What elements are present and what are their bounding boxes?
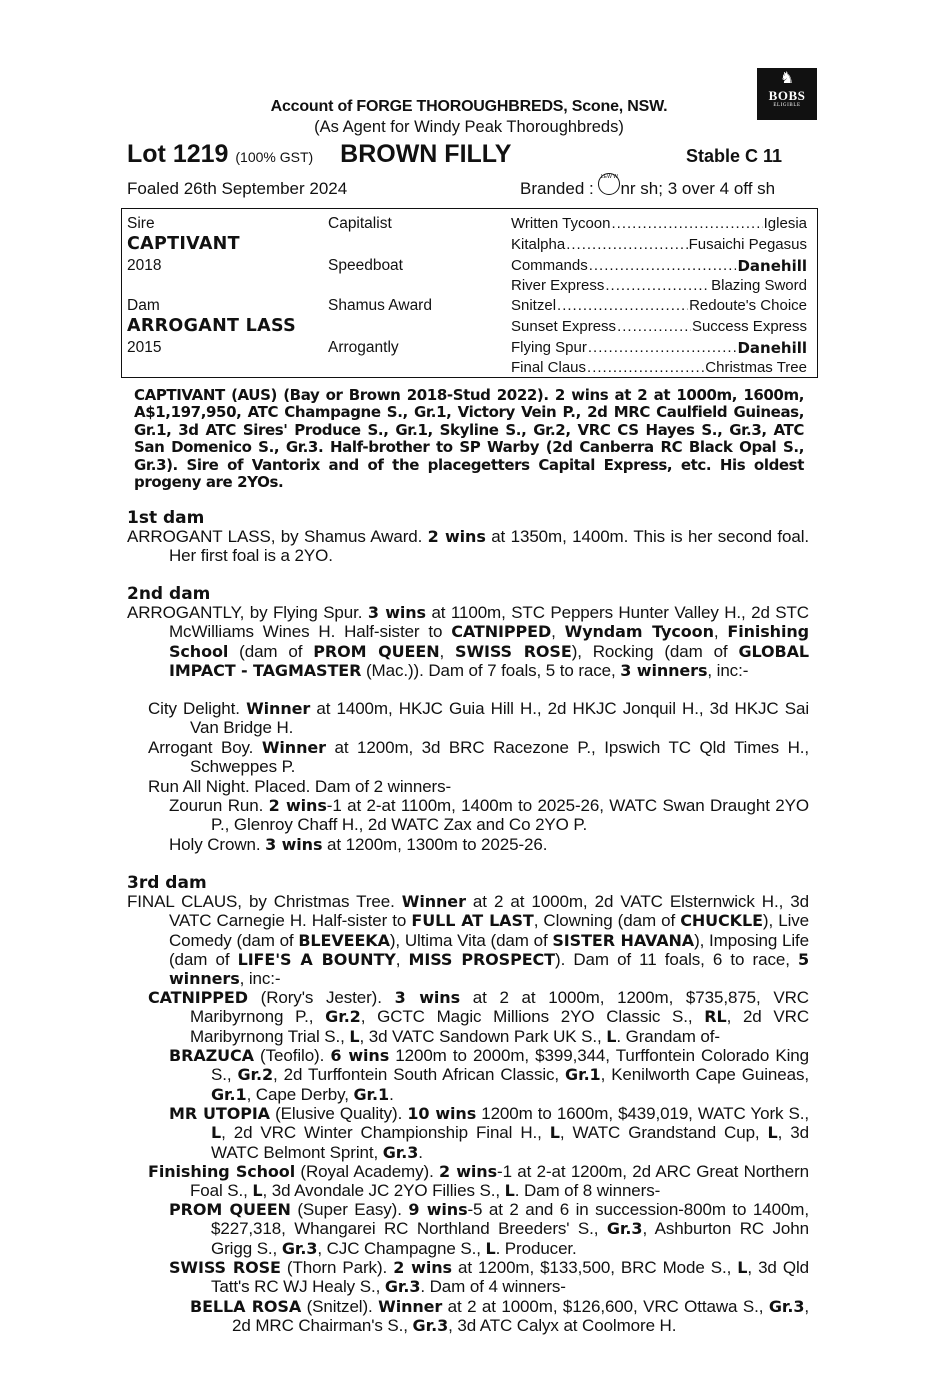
leader-dots [605,277,710,294]
progeny-entry: BELLA ROSA (Snitzel). Winner at 2 at 1000m, $126,600, VRC Ottawa S., Gr.3, 2d MRC Chairman's S., Gr.3, 3d ATC Calyx at Coolmore H. [190,1297,809,1336]
leader-dots [617,318,691,335]
progeny-entry: Run All Night. Placed. Dam of 2 winners- [148,777,452,796]
grandparent-row [511,215,807,232]
dam-year: 2015 [127,339,162,356]
section-heading: 2nd dam [127,584,211,604]
lot-number: Lot 1219 [127,140,229,168]
branded-label: Branded : [520,179,594,198]
section-heading: 1st dam [127,508,205,528]
leader-dots [587,359,704,376]
grandparent-row [511,257,807,275]
grandparent-row [511,236,807,253]
sire-label: Sire [127,215,155,232]
grandparent-left: Final Claus [511,359,587,376]
horse-icon: ♞ [779,70,795,87]
sire-sire: Capitalist [328,215,392,232]
lot-sex: BROWN FILLY [340,140,512,168]
gst-note: (100% GST) [235,149,314,165]
agent-line: (As Agent for Windy Peak Thoroughbreds) [314,118,624,136]
dam-entry: FINAL CLAUS, by Christmas Tree. Winner at 2 at 1000m, 2d VATC Elsternwick H., 3d VATC Carnegie H. Half-sister to FULL AT LAST, Clowning (dam of CHUCKLE), Live Comedy (dam of BLEVEEKA), Ultima Vita (dam of SISTER HAVANA), Imposing Life (dam of LIFE'S A BOUNTY, MISS PROSPECT). Dam of 11 foals, 6 to race, 5 winners, inc:- [127,892,810,989]
leader-dots [566,236,687,253]
pedigree-table [121,208,818,378]
grandparent-right: Fusaichi Pegasus [688,236,807,253]
sire-name: CAPTIVANT [127,234,240,254]
grandparent-row [511,359,807,376]
progeny-entry: City Delight. Winner at 1400m, HKJC Guia Hill H., 2d HKJC Jonquil H., 3d HKJC Sai Van Bridge H. [148,699,809,738]
progeny-entry: PROM QUEEN (Super Easy). 9 wins-5 at 2 and 6 in succession-800m to 1400m, $227,318, Whangarei RC Northland Breeders' S., Gr.3, Ashburton RC John Grigg S., Gr.3, CJC Champagne S., L. Producer. [169,1200,809,1258]
grandparent-row [511,339,807,357]
progeny-entry: Arrogant Boy. Winner at 1200m, 3d BRC Racezone P., Ipswich TC Qld Times H., Schweppes P. [148,738,809,777]
section-heading: 3rd dam [127,873,207,893]
leader-dots [589,257,737,275]
grandparent-left: River Express [511,277,605,294]
sire-paragraph: CAPTIVANT (AUS) (Bay or Brown 2018-Stud 2022). 2 wins at 2 at 1000m, 1600m, A$1,197,950, ATC Champagne S., Gr.1, Victory Vein P., 2d MRC Caulfield Guineas, Gr.1, 3d ATC Sires' Produce S., Gr.1, Skyline S., Gr.2, VRC CS Hayes S., Gr.3, ATC San Domenico S., Gr.3. Half-brother to SP Warby (2d Canberra RC Black Opal S., Gr.3). Sire of Vantorix and of the placegetters Capital Express, etc. His oldest progeny are 2YOs. [134,386,804,492]
leader-dots [557,297,688,314]
grandparent-left: Commands [511,257,588,274]
grandparent-right: Christmas Tree [705,359,807,376]
grandparent-right: Redoute's Choice [689,297,807,314]
progeny-entry: Finishing School (Royal Academy). 2 wins-1 at 2-at 1200m, 2d ARC Great Northern Foal S., L, 3d Avondale JC 2YO Fillies S., L. Dam of 8 winners- [148,1162,809,1201]
progeny-entry: Zourun Run. 2 wins-1 at 2-at 1100m, 1400m to 2025-26, WATC Swan Draught 2YO P., Glenroy Chaff H., 2d WATC Zax and Co 2YO P. [169,796,809,835]
logo-subtext: ELIGIBLE [773,103,801,108]
leader-dots [612,215,763,232]
branded-text: nr sh; 3 over 4 off sh [620,179,776,198]
grandparent-left: Written Tycoon [511,215,611,232]
sire-year: 2018 [127,257,162,274]
progeny-entry: SWISS ROSE (Thorn Park). 2 wins at 1200m, $133,500, BRC Mode S., L, 3d Qld Tatt's RC WJ Healy S., Gr.3. Dam of 4 winners- [169,1258,809,1297]
grandparent-right: Danehill [737,339,807,357]
foaled-date: Foaled 26th September 2024 [127,179,348,198]
grandparent-row [511,318,807,335]
logo-text: BOBS [768,88,806,103]
dam-entry: ARROGANT LASS, by Shamus Award. 2 wins at 1350m, 1400m. This is her second foal. Her first foal is a 2YO. [127,527,809,566]
bobs-eligible-logo [757,68,817,120]
stable-number: Stable C 11 [686,146,783,166]
grandparent-right: Danehill [737,257,807,275]
dam-label: Dam [127,297,160,314]
progeny-entry: BRAZUCA (Teofilo). 6 wins 1200m to 2000m, $399,344, Turffontein Colorado King S., Gr.2, 2d Turffontein South African Classic, Gr.1, Kenilworth Cape Guineas, Gr.1, Cape Derby, Gr.1. [169,1046,809,1104]
progeny-entry: MR UTOPIA (Elusive Quality). 10 wins 1200m to 1600m, $439,019, WATC York S., L, 2d VRC Winter Championship Final H., L, WATC Grandstand Cup, L, 3d WATC Belmont Sprint, Gr.3. [169,1104,810,1162]
grandparent-left: Kitalpha [511,236,566,253]
dam-sire: Shamus Award [328,297,432,314]
lot-line [127,140,511,169]
progeny-entry: Holy Crown. 3 wins at 1200m, 1300m to 2025-26. [169,835,548,854]
grandparent-right: Iglesia [763,215,807,232]
grandparent-row [511,297,807,314]
grandparent-row [511,277,807,294]
dam-entry: ARROGANTLY, by Flying Spur. 3 wins at 1100m, STC Peppers Hunter Valley H., 2d STC McWilliams Wines H. Half-sister to CATNIPPED, Wyndam Tycoon, Finishing School (dam of PROM QUEEN, SWISS ROSE), Rocking (dam of GLOBAL IMPACT - TAGMASTER (Mac.)). Dam of 7 foals, 5 to race, 3 winners, inc:- [127,603,809,680]
brand-mark-icon: LEW W [598,173,620,195]
grandparent-right: Success Express [691,318,807,335]
grandparent-left: Sunset Express [511,318,617,335]
grandparent-left: Snitzel [511,297,557,314]
progeny-entry: CATNIPPED (Rory's Jester). 3 wins at 2 at 1000m, 1200m, $735,875, VRC Maribyrnong P., Gr.2, GCTC Magic Millions 2YO Classic S., RL, 2d VRC Maribyrnong Trial S., L, 3d VATC Sandown Park UK S., L. Grandam of- [148,988,809,1046]
dam-name: ARROGANT LASS [127,316,296,336]
grandparent-right: Blazing Sword [711,277,807,294]
vendor-line: Account of FORGE THOROUGHBREDS, Scone, NSW. [270,98,668,115]
branded-line [520,174,776,199]
leader-dots [588,339,737,357]
sire-dam: Speedboat [328,257,403,274]
grandparent-left: Flying Spur [511,339,587,356]
dam-dam: Arrogantly [328,339,399,356]
